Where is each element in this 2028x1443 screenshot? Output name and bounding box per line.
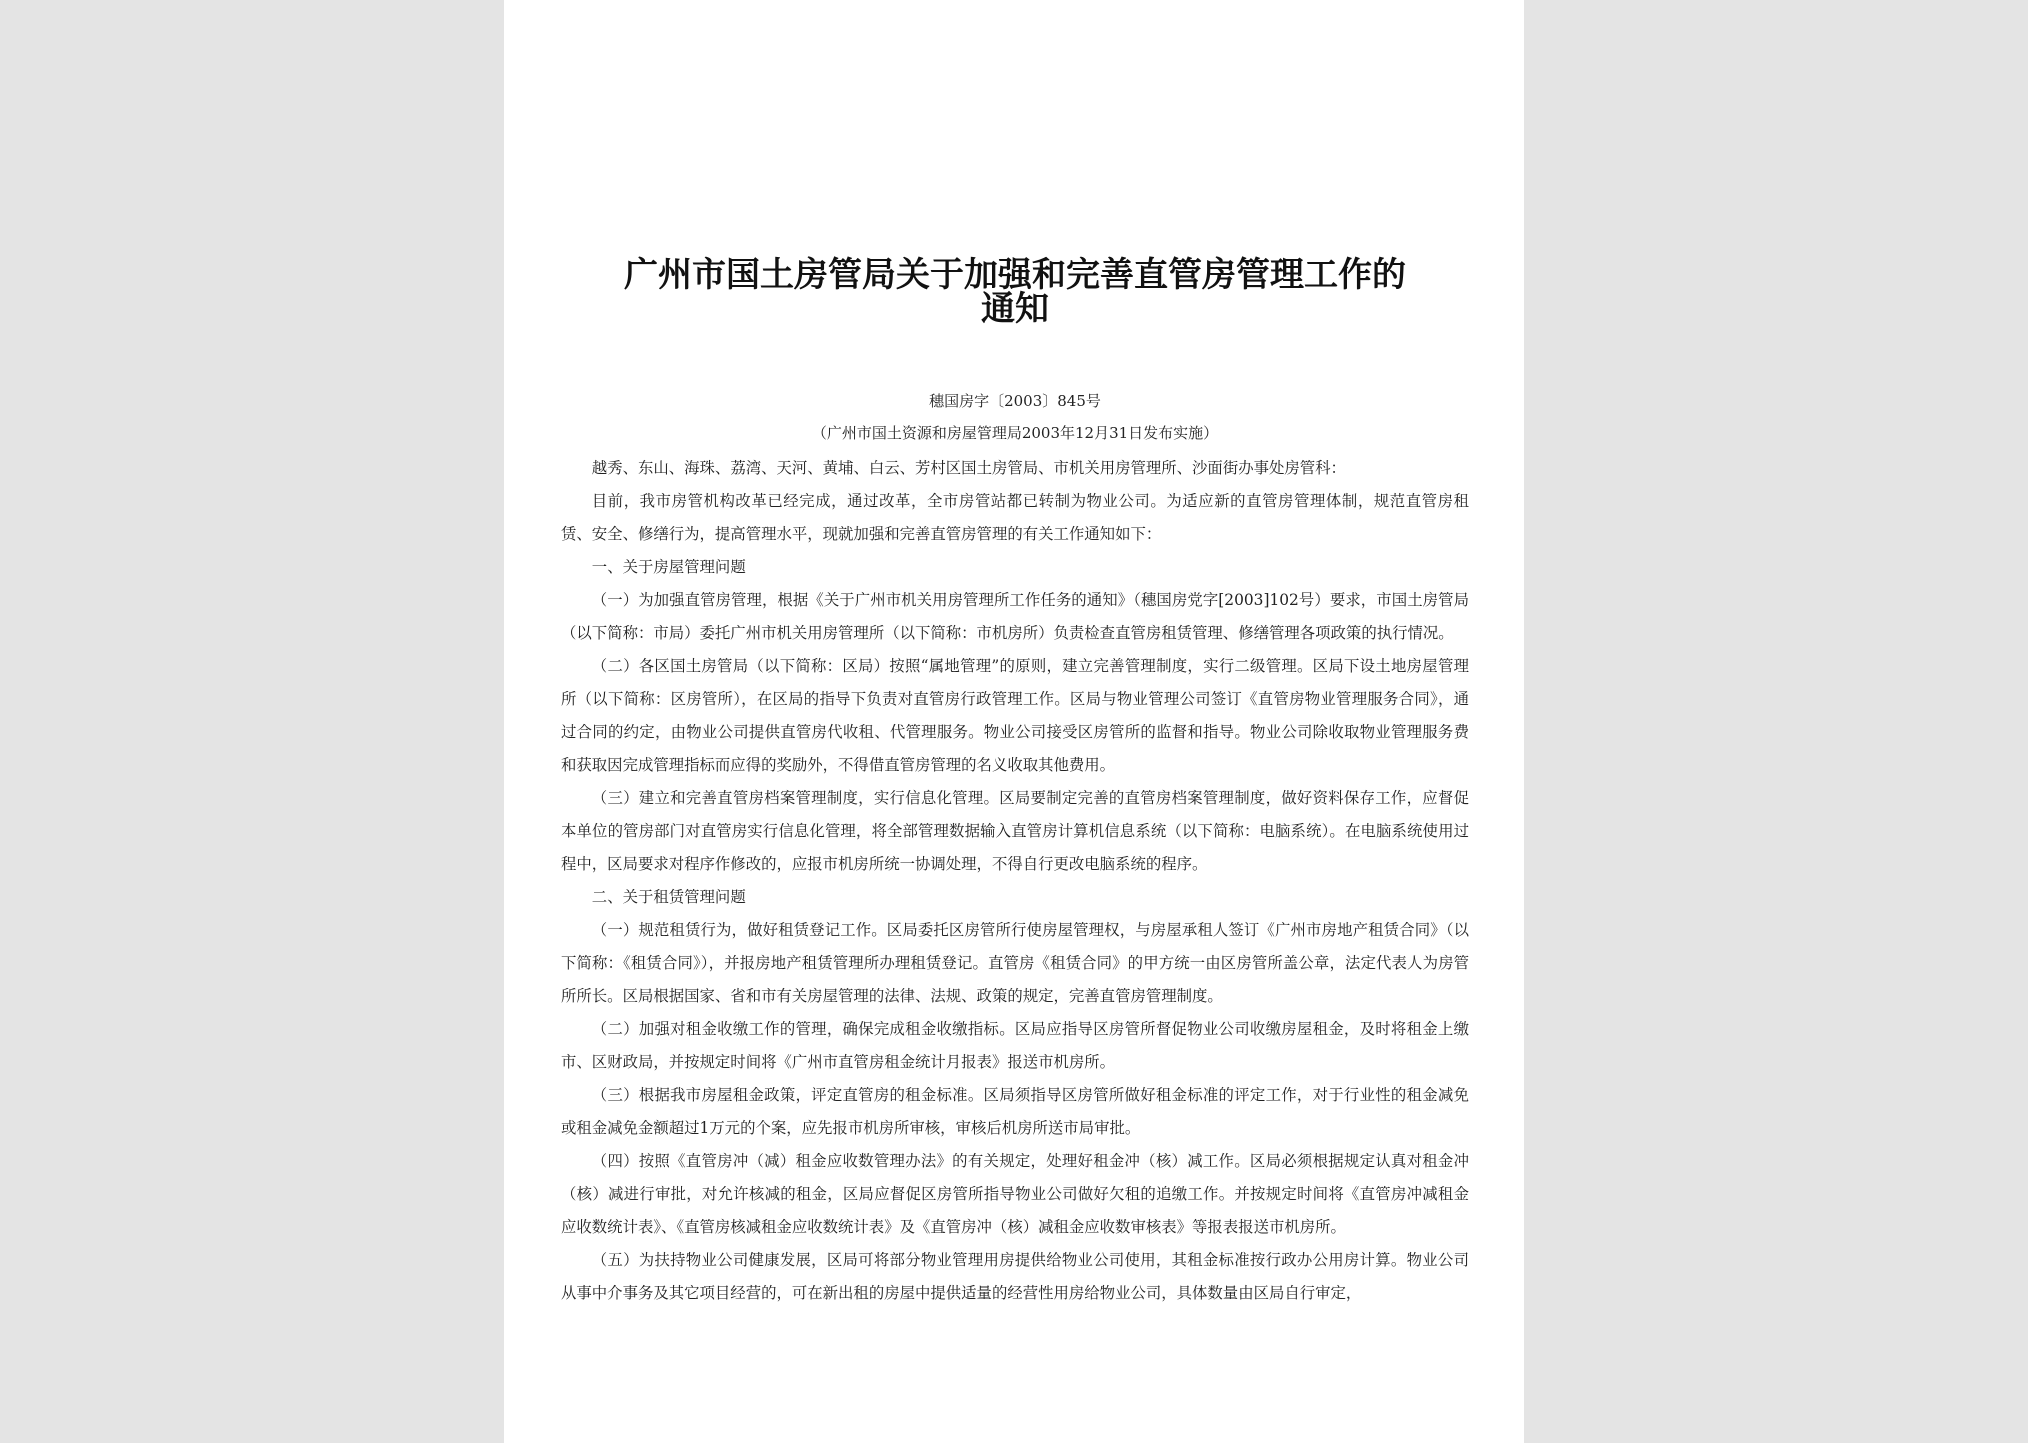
title-line-1: 广州市国土房管局关于加强和完善直管房管理工作的 xyxy=(624,255,1406,295)
section-heading: 二、关于租赁管理问题 xyxy=(591,888,746,906)
body-paragraph: 目前，我市房管机构改革已经完成，通过改革，全市房管站都已转制为物业公司。为适应新的直管房管理体制，规范直管房租赁、安全、修缮行为，提高管理水平，现就加强和完善直管房管理的有关工作通知如下： xyxy=(561,492,1469,543)
document-body xyxy=(561,452,1469,1310)
title-line-2: 通知 xyxy=(981,289,1049,329)
document-title xyxy=(561,255,1469,329)
body-paragraph: （四）按照《直管房冲（减）租金应收数管理办法》的有关规定，处理好租金冲（核）减工作。区局必须根据规定认真对租金冲（核）减进行审批，对允许核减的租金，区局应督促区房管所指导物业公司做好欠租的追缴工作。并按规定时间将《直管房冲减租金应收数统计表》、《直管房核减租金应收数统计表》及《直管房冲（核）减租金应收数审核表》等报表报送市机房所。 xyxy=(561,1152,1469,1236)
addressee-line: 越秀、东山、海珠、荔湾、天河、黄埔、白云、芳村区国土房管局、市机关用房管理所、沙面街办事处房管科： xyxy=(591,459,1346,477)
body-paragraph: （一）为加强直管房管理，根据《关于广州市机关用房管理所工作任务的通知》（穗国房党字[2003]102号）要求，市国土房管局（以下简称：市局）委托广州市机关用房管理所（以下简称：市机房所）负责检查直管房租赁管理、修缮管理各项政策的执行情况。 xyxy=(561,591,1469,642)
body-paragraph: （三）建立和完善直管房档案管理制度，实行信息化管理。区局要制定完善的直管房档案管理制度，做好资料保存工作，应督促本单位的管房部门对直管房实行信息化管理，将全部管理数据输入直管房计算机信息系统（以下简称：电脑系统）。在电脑系统使用过程中，区局要求对程序作修改的，应报市机房所统一协调处理，不得自行更改电脑系统的程序。 xyxy=(561,789,1469,873)
issuance-note: （广州市国土资源和房屋管理局2003年12月31日发布实施） xyxy=(811,424,1219,442)
document-page xyxy=(504,0,1524,1443)
body-paragraph: （一）规范租赁行为，做好租赁登记工作。区局委托区房管所行使房屋管理权，与房屋承租人签订《广州市房地产租赁合同》（以下简称：《租赁合同》），并报房地产租赁管理所办理租赁登记。直管房《租赁合同》的甲方统一由区房管所盖公章，法定代表人为房管所所长。区局根据国家、省和市有关房屋管理的法律、法规、政策的规定，完善直管房管理制度。 xyxy=(561,921,1469,1005)
section-heading: 一、关于房屋管理问题 xyxy=(591,558,746,576)
body-paragraph: （三）根据我市房屋租金政策，评定直管房的租金标准。区局须指导区房管所做好租金标准的评定工作，对于行业性的租金减免或租金减免金额超过1万元的个案，应先报市机房所审核，审核后机房所送市局审批。 xyxy=(561,1086,1469,1137)
document-number: 穗国房字〔2003〕845号 xyxy=(929,392,1101,410)
body-paragraph: （五）为扶持物业公司健康发展，区局可将部分物业管理用房提供给物业公司使用，其租金标准按行政办公用房计算。物业公司从事中介事务及其它项目经营的，可在新出租的房屋中提供适量的经营性用房给物业公司，具体数量由区局自行审定， xyxy=(561,1251,1469,1302)
body-paragraph: （二）加强对租金收缴工作的管理，确保完成租金收缴指标。区局应指导区房管所督促物业公司收缴房屋租金，及时将租金上缴市、区财政局，并按规定时间将《广州市直管房租金统计月报表》报送市机房所。 xyxy=(561,1020,1469,1071)
body-paragraph: （二）各区国土房管局（以下简称：区局）按照“属地管理”的原则，建立完善管理制度，实行二级管理。区局下设土地房屋管理所（以下简称：区房管所），在区局的指导下负责对直管房行政管理工作。区局与物业管理公司签订《直管房物业管理服务合同》，通过合同的约定，由物业公司提供直管房代收租、代管理服务。物业公司接受区房管所的监督和指导。物业公司除收取物业管理服务费和获取因完成管理指标而应得的奖励外，不得借直管房管理的名义收取其他费用。 xyxy=(561,657,1469,774)
